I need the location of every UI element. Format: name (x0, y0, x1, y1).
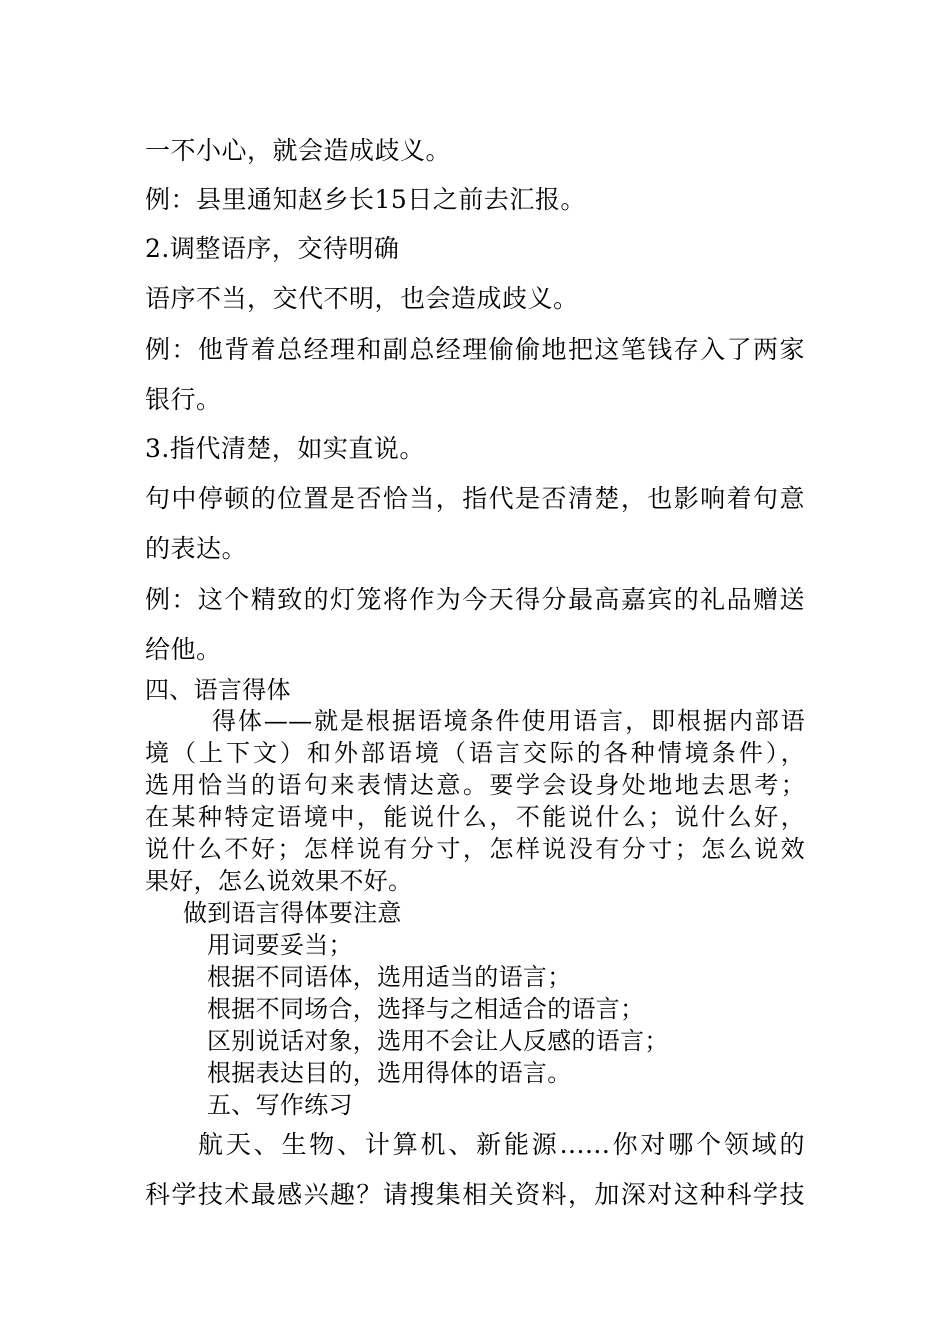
text-line-2: 例：县里通知赵乡长15日之前去汇报。 (145, 185, 586, 214)
list-item-2: 根据不同语体，选用适当的语言； (207, 963, 572, 991)
list-item-4: 区别说话对象，选用不会让人反感的语言； (207, 1027, 669, 1055)
text-line-9: 的表达。 (145, 534, 248, 563)
paragraph-line-2: 境（上下文）和外部语境（语言交际的各种情境条件）， (145, 739, 805, 767)
paragraph-line-4: 在某种特定语境中，能说什么，不能说什么；说什么好， (145, 803, 805, 831)
exercise-line-2: 科学技术最感兴趣？请搜集相关资料，加深对这种科学技 (145, 1180, 805, 1209)
section-heading-appropriate-language: 四、语言得体 (145, 676, 291, 704)
list-item-3: 根据不同场合，选择与之相适合的语言； (207, 995, 645, 1023)
list-item-5: 根据表达目的，选用得体的语言。 (207, 1059, 572, 1087)
text-line-11: 给他。 (145, 635, 222, 664)
subheading-notes: 做到语言得体要注意 (183, 899, 402, 927)
text-line-10: 例：这个精致的灯笼将作为今天得分最高嘉宾的礼品赠送 (145, 585, 805, 614)
paragraph-line-5: 说什么不好；怎样说有分寸，怎样说没有分寸；怎么说效 (145, 835, 805, 863)
text-line-4: 语序不当，交代不明，也会造成歧义。 (145, 284, 579, 313)
exercise-line-1: 航天、生物、计算机、新能源......你对哪个领域的 (198, 1130, 805, 1159)
paragraph-line-1: 得体——就是根据语境条件使用语言，即根据内部语 (212, 707, 805, 735)
heading-clear-reference: 3.指代清楚，如实直说。 (145, 434, 425, 463)
text-line-5: 例：他背着总经理和副总经理偷偷地把这笔钱存入了两家 (145, 335, 805, 364)
section-heading-writing-practice: 五、写作练习 (207, 1091, 353, 1119)
paragraph-line-6: 果好，怎么说效果不好。 (145, 867, 413, 895)
list-item-1: 用词要妥当； (207, 931, 353, 959)
text-line-6: 银行。 (145, 385, 222, 414)
text-line-1: 一不小心，就会造成歧义。 (145, 136, 452, 165)
text-line-8: 句中停顿的位置是否恰当，指代是否清楚，也影响着句意 (145, 484, 805, 513)
heading-adjust-word-order: 2.调整语序，交待明确 (145, 234, 400, 263)
paragraph-line-3: 选用恰当的语句来表情达意。要学会设身处地地去思考； (145, 771, 805, 799)
